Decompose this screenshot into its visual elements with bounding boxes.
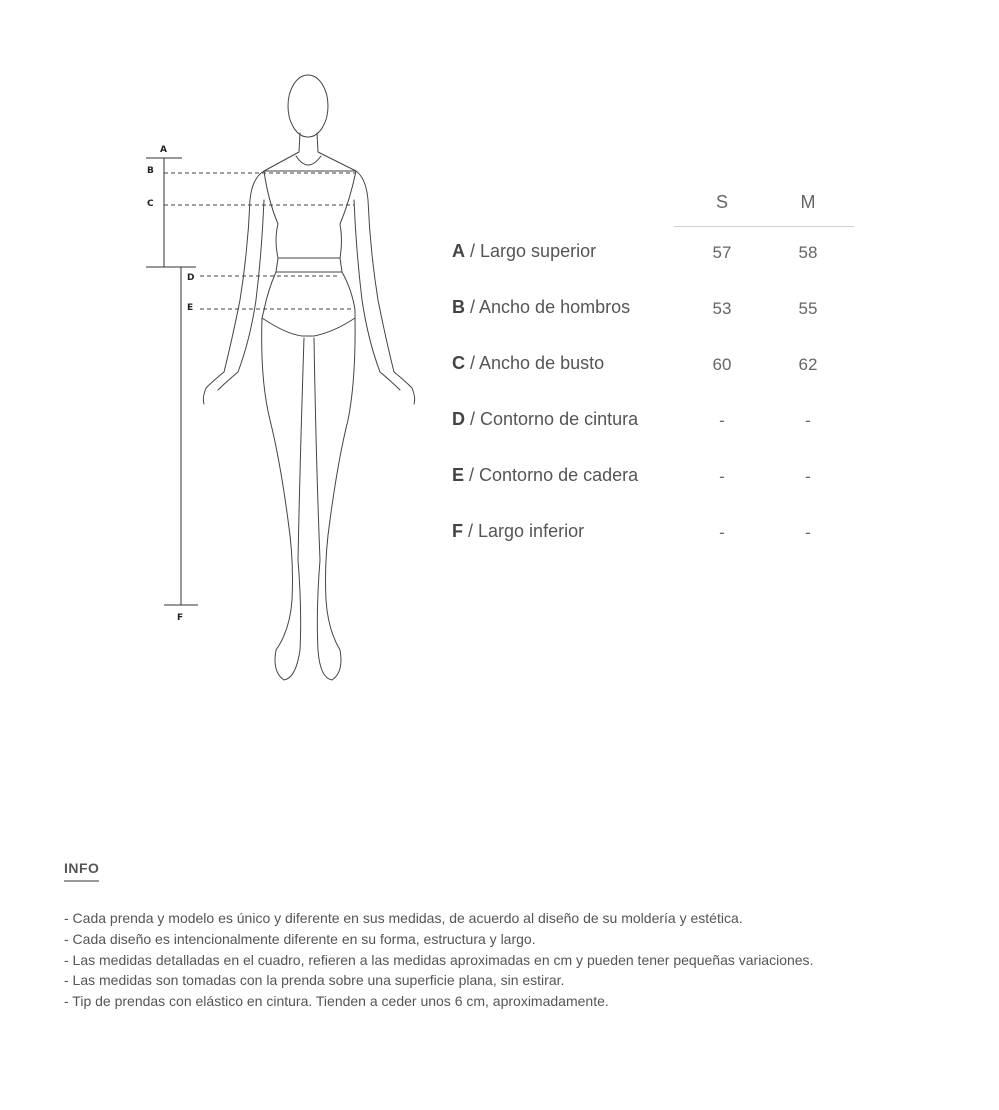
- row-value-s: 57: [712, 243, 732, 262]
- row-value-s: 60: [712, 355, 732, 374]
- row-value-m: -: [805, 411, 811, 430]
- table-row: [450, 235, 860, 291]
- row-code: A: [452, 241, 465, 261]
- mannequin-right-arm: [354, 171, 415, 404]
- row-separator: /: [465, 297, 480, 317]
- marker-f-label: F: [177, 613, 184, 623]
- table-row: [450, 459, 860, 515]
- row-name: Largo inferior: [478, 521, 585, 541]
- row-value-s: -: [719, 411, 725, 430]
- row-code: F: [452, 521, 463, 541]
- size-header-m: M: [800, 192, 816, 212]
- size-table: [450, 188, 860, 571]
- row-name: Ancho de busto: [479, 353, 605, 373]
- row-code: E: [452, 465, 465, 485]
- mannequin-left-arm: [203, 171, 264, 404]
- row-value-m: -: [805, 467, 811, 486]
- mannequin-legs: [262, 318, 355, 680]
- row-code: C: [452, 353, 465, 373]
- row-name: Contorno de cintura: [480, 409, 639, 429]
- row-separator: /: [465, 409, 481, 429]
- info-title: INFO: [64, 860, 99, 882]
- table-row: [450, 291, 860, 347]
- row-value-m: 55: [798, 299, 818, 318]
- row-label: [452, 465, 638, 486]
- row-name: Ancho de hombros: [479, 297, 631, 317]
- row-label: [452, 241, 596, 262]
- marker-d-label: D: [187, 273, 195, 283]
- row-name: Largo superior: [480, 241, 597, 261]
- row-separator: /: [465, 241, 481, 261]
- row-label: [452, 297, 630, 318]
- row-separator: /: [463, 521, 479, 541]
- row-label: [452, 409, 638, 430]
- table-row: [450, 403, 860, 459]
- row-value-m: 58: [798, 243, 818, 262]
- row-code: D: [452, 409, 465, 429]
- waist-band: [276, 258, 342, 272]
- marker-c-label: C: [147, 199, 154, 209]
- info-list: [64, 908, 964, 1012]
- row-value-s: -: [719, 467, 725, 486]
- info-item: - Las medidas detalladas en el cuadro, refieren a las medidas aproximadas en cm y pueden tener pequeñas variaciones.: [64, 951, 814, 968]
- measurement-figure: [0, 0, 440, 700]
- info-section: [64, 860, 964, 1012]
- mannequin-head: [288, 75, 328, 137]
- row-separator: /: [464, 465, 480, 485]
- row-value-m: -: [805, 523, 811, 542]
- table-row: [450, 347, 860, 403]
- info-item: - Cada diseño es intencionalmente diferente en su forma, estructura y largo.: [64, 930, 536, 947]
- row-code: B: [452, 297, 465, 317]
- row-label: [452, 353, 604, 374]
- marker-e-label: E: [187, 303, 194, 313]
- size-header-s: S: [715, 192, 728, 212]
- row-value-m: 62: [798, 355, 818, 374]
- row-separator: /: [465, 353, 480, 373]
- marker-b-label: B: [147, 166, 154, 176]
- table-row: [450, 515, 860, 571]
- row-name: Contorno de cadera: [479, 465, 639, 485]
- size-header: [674, 188, 854, 227]
- marker-a-label: A: [160, 145, 167, 155]
- info-item: - Tip de prendas con elástico en cintura. Tienden a ceder unos 6 cm, aproximadamente.: [64, 993, 609, 1010]
- info-item: - Las medidas son tomadas con la prenda sobre una superficie plana, sin estirar.: [64, 972, 565, 989]
- row-label: [452, 521, 584, 542]
- row-value-s: 53: [712, 299, 732, 318]
- bottom-garment: [262, 310, 355, 336]
- info-item: - Cada prenda y modelo es único y diferente en sus medidas, de acuerdo al diseño de su moldería y estética.: [64, 910, 743, 926]
- row-value-s: -: [719, 523, 725, 542]
- mannequin-torso: [264, 272, 355, 310]
